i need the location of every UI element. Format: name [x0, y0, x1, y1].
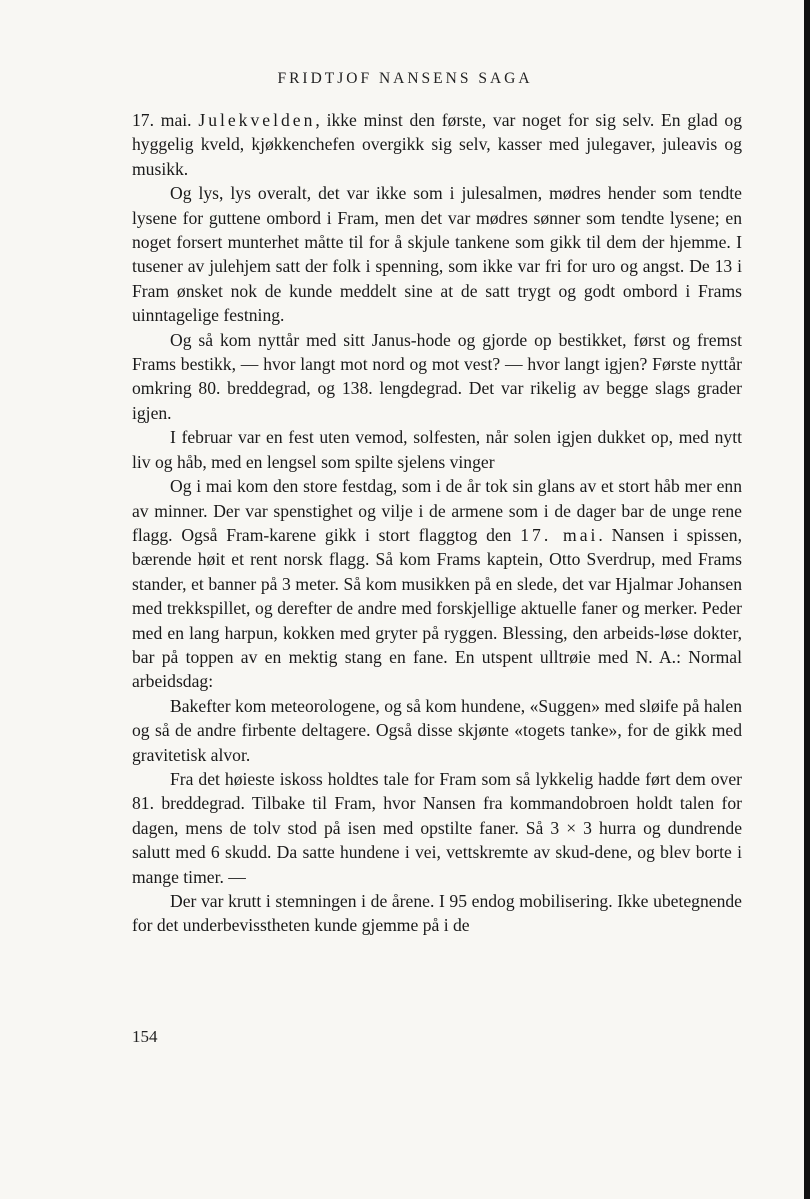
paragraph: Der var krutt i stemningen i de årene. I 95 endog mobilisering. Ikke ubetegnende for det underbevisstheten kunde gjemme på i de	[132, 891, 742, 936]
page-number: 154	[132, 1027, 158, 1046]
running-header: FRIDTJOF NANSENS SAGA	[277, 70, 533, 87]
paragraph: Og lys, lys overalt, det var ikke som i julesalmen, mødres hender som tendte lysene for guttene ombord i Fram, men det var mødres sønner som tendte lysene; en noget forsert munterhet måtte til for å skjule tankene som gikk til dem der hjemme. I tusener av julehjem satt der folk i spenning, som ikke var fri for uro og angst. De 13 i Fram ønsket nok de kunde meddelt sine at de satt trygt og godt ombord i Frams uinntagelige festning.	[132, 183, 742, 326]
paragraph: Fra det høieste iskoss holdtes tale for Fram som så lykkelig hadde ført dem over 81. breddegrad. Tilbake til Fram, hvor Nansen fra kommandobroen holdt talen for dagen, mens de tolv stod på isen med opstilte faner. Så 3 × 3 hurra og dundrende salutt med 6 skudd. Da satte hundene i vei, vettskremte av skud-dene, og blev borte i mange timer. —	[132, 768, 742, 887]
paragraph: Og så kom nyttår med sitt Janus-hode og gjorde op bestikket, først og fremst Frams bestikk, — hvor langt mot nord og mot vest? — hvor langt igjen? Første nyttår omkring 80. breddegrad, og 138. lengdegrad. Det var rikelig av begge slags grader igjen.	[132, 329, 742, 423]
paragraph: Og i mai kom den store festdag, som i de år tok sin glans av et stort håb mer enn av minner. Der var spenstighet og vilje i de armene som i de dager bar de unge rene flagg. Også Fram-karene gikk i stort flaggtog den 17. mai. Nansen i spissen, bærende høit et rent norsk flagg. Så kom Frams kaptein, Otto Sverdrup, med Frams stander, et banner på 3 meter. Så kom musikken på en slede, det var Hjalmar Johansen med trekkspillet, og derefter de andre med forskjellige aktuelle faner og merker. Peder med en lang harpun, kokken med gryter på ryggen. Blessing, den arbeids-løse dokter, bar på toppen av en mektig stang en fane. En utspent ulltrøie med N. A.: Normal arbeidsdag:	[132, 476, 743, 692]
paragraph: Bakefter kom meteorologene, og så kom hundene, «Suggen» med sløife på halen og så de andre firbente deltagere. Også disse skjønte «togets tanke», for de gikk med gravitetisk alvor.	[132, 695, 742, 765]
page-edge	[804, 0, 810, 1199]
paragraph: 17. mai. Julekvelden, ikke minst den første, var noget for sig selv. En glad og hyggelig kveld, kjøkkenchefen overgikk sig selv, kasser med julegaver, juleavis og musikk.	[132, 110, 743, 179]
paragraph: I februar var en fest uten vemod, solfesten, når solen igjen dukket op, med nytt liv og håb, med en lengsel som spilte sjelens vinger	[132, 427, 742, 472]
body-text	[132, 108, 742, 938]
